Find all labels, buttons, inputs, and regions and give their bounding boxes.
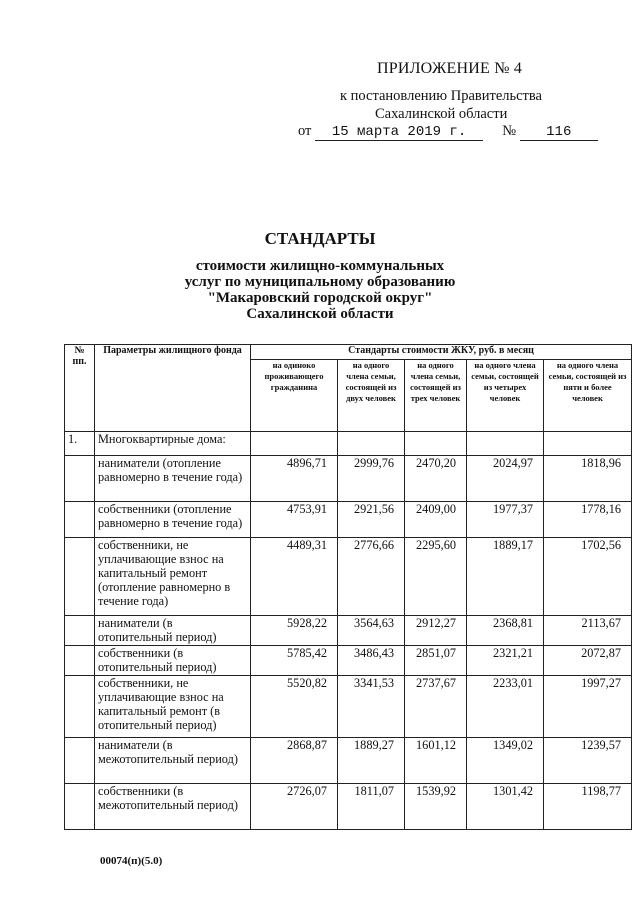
row-label: наниматели (отопление равномерно в течение года)	[95, 456, 251, 502]
value-cell: 2368,81	[467, 616, 544, 646]
table-row	[65, 738, 632, 784]
value-cell: 1889,27	[338, 738, 405, 784]
number-sign: №	[502, 123, 517, 139]
section-number: 1.	[65, 432, 95, 456]
table-row	[65, 676, 632, 738]
table-row	[65, 616, 632, 646]
value-cell: 1818,96	[544, 456, 632, 502]
value-cell: 4896,71	[251, 456, 338, 502]
table-row	[65, 456, 632, 502]
subheader-cell: на одного члена семьи, состоящей из двух человек	[338, 360, 405, 432]
value-cell: 2921,56	[338, 502, 405, 538]
decree-date-row	[298, 123, 598, 141]
row-number-cell	[65, 646, 95, 676]
row-number-cell	[65, 616, 95, 646]
value-cell: 2113,67	[544, 616, 632, 646]
header-number: № пп.	[65, 345, 95, 432]
header-standards-group: Стандарты стоимости ЖКУ, руб. в месяц	[251, 345, 632, 360]
value-cell: 2851,07	[405, 646, 467, 676]
row-number-cell	[65, 738, 95, 784]
row-number-cell	[65, 456, 95, 502]
value-cell: 1977,37	[467, 502, 544, 538]
value-cell: 4489,31	[251, 538, 338, 616]
table-row	[65, 646, 632, 676]
row-label: собственники (в отопительный период)	[95, 646, 251, 676]
document-subtitle	[0, 258, 640, 322]
decree-number: 116	[520, 124, 598, 141]
value-cell: 1601,12	[405, 738, 467, 784]
header-parameters: Параметры жилищного фонда	[95, 345, 251, 432]
value-cell: 3486,43	[338, 646, 405, 676]
value-cell: 2776,66	[338, 538, 405, 616]
value-cell: 2409,00	[405, 502, 467, 538]
standards-table	[64, 344, 632, 830]
value-cell: 2024,97	[467, 456, 544, 502]
table-row	[65, 784, 632, 830]
value-cell: 1239,57	[544, 738, 632, 784]
row-label: наниматели (в межотопительный период)	[95, 738, 251, 784]
subheader-cell: на одного члена семьи, состоящей из пяти и более человек	[544, 360, 632, 432]
section-label: Многоквартирные дома:	[95, 432, 251, 456]
subtitle-line: "Макаровский городской округ"	[207, 290, 433, 306]
table-row	[65, 538, 632, 616]
value-cell: 1539,92	[405, 784, 467, 830]
value-cell: 2233,01	[467, 676, 544, 738]
subtitle-line: услуг по муниципальному образованию	[184, 274, 456, 290]
value-cell: 5785,42	[251, 646, 338, 676]
appendix-reference: к постановлению Правительства	[340, 88, 542, 104]
value-cell: 5928,22	[251, 616, 338, 646]
value-cell: 2999,76	[338, 456, 405, 502]
row-label: собственники, не уплачивающие взнос на капитальный ремонт (в отопительный период)	[95, 676, 251, 738]
value-cell: 1997,27	[544, 676, 632, 738]
appendix-region: Сахалинской области	[375, 106, 508, 122]
value-cell: 2295,60	[405, 538, 467, 616]
subtitle-line: Сахалинской области	[246, 306, 394, 322]
row-number-cell	[65, 676, 95, 738]
subheader-cell: на одного члена семьи, состоящей из четырех человек	[467, 360, 544, 432]
subheader-cell: на одиноко проживающего гражданина	[251, 360, 338, 432]
appendix-title: ПРИЛОЖЕНИЕ № 4	[377, 60, 523, 77]
value-cell: 2737,67	[405, 676, 467, 738]
value-cell: 2868,87	[251, 738, 338, 784]
value-cell: 1889,17	[467, 538, 544, 616]
decree-date: 15 марта 2019 г.	[315, 124, 483, 141]
value-cell: 1778,16	[544, 502, 632, 538]
value-cell: 2072,87	[544, 646, 632, 676]
value-cell: 1811,07	[338, 784, 405, 830]
row-label: собственники (отопление равномерно в течение года)	[95, 502, 251, 538]
value-cell: 2912,27	[405, 616, 467, 646]
footer-code: 00074(п)(5.0)	[100, 855, 163, 867]
subheader-cell: на одного члена семьи, состоящей из трех человек	[405, 360, 467, 432]
row-label: собственники, не уплачивающие взнос на капитальный ремонт (отопление равномерно в течение года)	[95, 538, 251, 616]
value-cell: 1301,42	[467, 784, 544, 830]
value-cell: 3341,53	[338, 676, 405, 738]
value-cell: 2726,07	[251, 784, 338, 830]
row-label: собственники (в межотопительный период)	[95, 784, 251, 830]
document-title: СТАНДАРТЫ	[264, 229, 376, 248]
value-cell: 2470,20	[405, 456, 467, 502]
value-cell: 5520,82	[251, 676, 338, 738]
date-prefix: от	[298, 123, 312, 139]
row-number-cell	[65, 502, 95, 538]
value-cell: 1198,77	[544, 784, 632, 830]
value-cell: 1702,56	[544, 538, 632, 616]
row-number-cell	[65, 784, 95, 830]
table-row	[65, 502, 632, 538]
value-cell: 1349,02	[467, 738, 544, 784]
subtitle-line: стоимости жилищно-коммунальных	[195, 258, 445, 274]
value-cell: 2321,21	[467, 646, 544, 676]
table-body	[65, 432, 632, 830]
value-cell: 3564,63	[338, 616, 405, 646]
section-row	[65, 432, 632, 456]
value-cell: 4753,91	[251, 502, 338, 538]
row-label: наниматели (в отопительный период)	[95, 616, 251, 646]
row-number-cell	[65, 538, 95, 616]
